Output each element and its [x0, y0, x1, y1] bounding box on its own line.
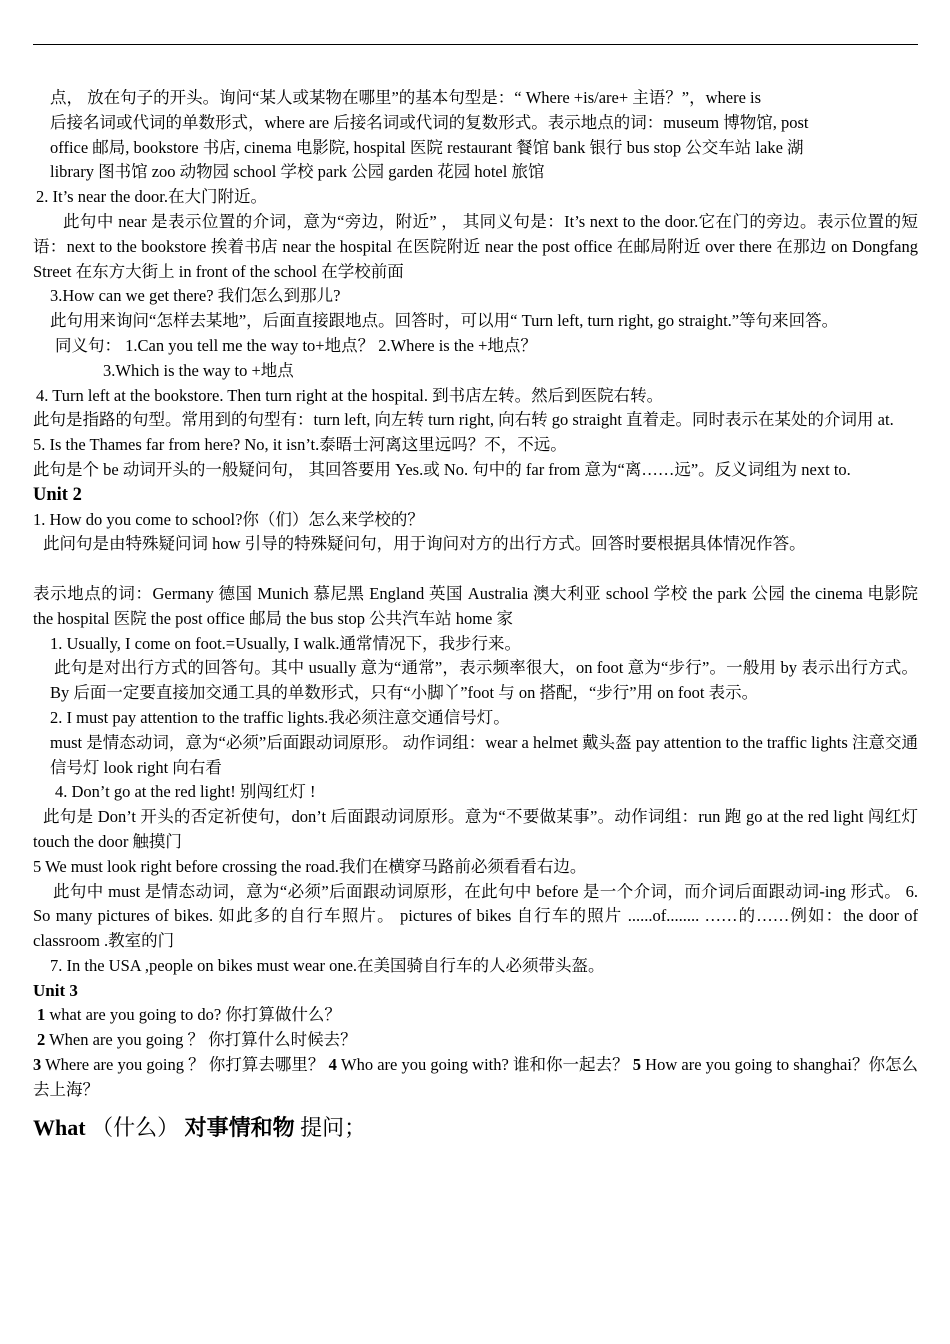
blank-line [33, 557, 918, 582]
unit2-para-usually: 此句是对出行方式的回答句。其中 usually 意为“通常”，表示频率很大，on foot 意为“步行”。一般用 by 表示出行方式。By 后面一定要直接加交通工具的单数形式，只有“小脚丫”foot 与 on 搭配，“步行”用 on foot 表示。 [50, 658, 918, 703]
unit2-places: 表示地点的词：Germany 德国 Munich 慕尼黑 England 英国 Australia 澳大利亚 school 学校 the park 公园 the cinema 电影院 the hospital 医院 the post office 邮局 the bus stop 公共汽车站 home 家 [33, 583, 918, 628]
document-body [33, 86, 918, 1143]
unit-2-heading: Unit 2 [33, 484, 82, 505]
q-text: Who are you going with? 谁和你一起去？ [341, 1055, 629, 1075]
line: 后接名词或代词的单数形式，where are 后接名词或代词的复数形式。表示地点的词：museum 博物馆, post [50, 112, 809, 132]
q-text: How are you going to shanghai？你怎么去上海？ [33, 1055, 919, 1099]
unit2-sent-4: 4. Don’t go at the red light! 别闯红灯 ! [55, 782, 316, 802]
header-rule [33, 44, 918, 45]
synonym-line: 同义句： 1.Can you tell me the way to+地点？ 2.Where is the +地点？ [55, 335, 537, 355]
para-where-is [33, 86, 918, 185]
what-word: What [33, 1114, 86, 1140]
line: library 图书馆 zoo 动物园 school 学校 park 公园 garden 花园 hotel 旅馆 [50, 162, 545, 182]
q-text: what are you going to do? 你打算做什么？ [49, 1005, 341, 1025]
unit3-q3-5 [33, 1053, 918, 1103]
item-3: 3.How can we get there? 我们怎么到那儿? [50, 286, 341, 306]
item-5: 5. Is the Thames far from here? No, it isn’t.泰晤士河离这里远吗？不，不远。 [33, 435, 567, 455]
unit-3-heading: Unit 3 [33, 980, 78, 1000]
item-4: 4. Turn left at the bookstore. Then turn right at the hospital. 到书店左转。然后到医院右转。 [36, 385, 664, 405]
q-number: 3 [33, 1055, 42, 1075]
unit2-item-1: 1. How do you come to school?你（们）怎么来学校的？ [33, 509, 424, 529]
para-directions: 此句是指路的句型。常用到的句型有：turn left, 向左转 turn right, 向右转 go straight 直着走。同时表示在某处的介词用 at. [33, 410, 894, 430]
q-number: 4 [328, 1055, 337, 1075]
unit2-para-must: must 是情态动词，意为“必须”后面跟动词原形。 动作词组：wear a helmet 戴头盔 pay attention to the traffic lights 注意交通信号灯 look right 向右看 [50, 732, 918, 777]
para-near: 此句中 near 是表示位置的介词，意为“旁边，附近” ， 其同义句是：It’s next to the door.它在门的旁边。表示位置的短语：next to the bookstore 挨着书店 near the hospital 在医院附近 near the post office 在邮局附近 over there 在那边 on Dongfang Street 在东方大街上 in front of the school 在学校前面 [33, 211, 918, 281]
q-text: Where are you going ？ 你打算去哪里？ [45, 1055, 325, 1075]
line: 点， 放在句子的开头。询问“某人或某物在哪里”的基本句型是：“ Where +is/are+ 主语？”，where is [50, 88, 762, 107]
what-tail: 提问； [300, 1114, 367, 1140]
unit2-sent-7: 7. In the USA ,people on bikes must wear one.在美国骑自行车的人必须带头盔。 [50, 955, 605, 975]
q-text: When are you going ？ 你打算什么时候去？ [49, 1030, 357, 1050]
unit2-para-before: 此句中 must 是情态动词，意为“必须”后面跟动词原形，在此句中 before 是一个介词，而介词后面跟动词-ing 形式。 6. So many pictures of bikes. 如此多的自行车照片。 pictures of bikes 自行车的照片 ......of........ ……的……例如：the door of classroom .教室的门 [33, 881, 918, 951]
what-gloss: （什么） [91, 1114, 180, 1140]
synonym-line-2: 3.Which is the way to +地点 [103, 360, 294, 380]
what-heading [33, 1113, 918, 1143]
line: office 邮局, bookstore 书店, cinema 电影院, hospital 医院 restaurant 餐馆 bank 银行 bus stop 公交车站 lake 湖 [50, 137, 804, 157]
what-target: 对事情和物 [184, 1114, 295, 1140]
unit3-q1 [33, 1003, 918, 1028]
q-number: 2 [37, 1030, 46, 1050]
unit2-para-how: 此问句是由特殊疑问词 how 引导的特殊疑问句，用于询问对方的出行方式。回答时要根据具体情况作答。 [43, 534, 806, 554]
q-number: 1 [37, 1005, 46, 1025]
q-number: 5 [632, 1055, 642, 1075]
unit2-sent-2: 2. I must pay attention to the traffic lights.我必须注意交通信号灯。 [50, 707, 510, 727]
item-2: 2. It’s near the door.在大门附近。 [36, 187, 267, 207]
unit2-para-dont: 此句是 Don’t 开头的否定祈使句，don’t 后面跟动词原形。意为“不要做某事”。动作词组：run 跑 go at the red light 闯红灯 touch the door 触摸门 [33, 807, 918, 851]
unit3-q2 [33, 1028, 918, 1053]
para-how-get: 此句用来询问“怎样去某地”，后面直接跟地点。回答时，可以用“ Turn left, turn right, go straight.”等句来回答。 [50, 311, 839, 331]
para-be-question: 此句是个 be 动词开头的一般疑问句， 其回答要用 Yes.或 No. 句中的 far from 意为“离……远”。反义词组为 next to. [33, 459, 851, 479]
unit2-sent-1: 1. Usually, I come on foot.=Usually, I walk.通常情况下，我步行来。 [50, 633, 521, 653]
unit2-sent-5: 5 We must look right before crossing the road.我们在横穿马路前必须看看右边。 [33, 856, 587, 876]
